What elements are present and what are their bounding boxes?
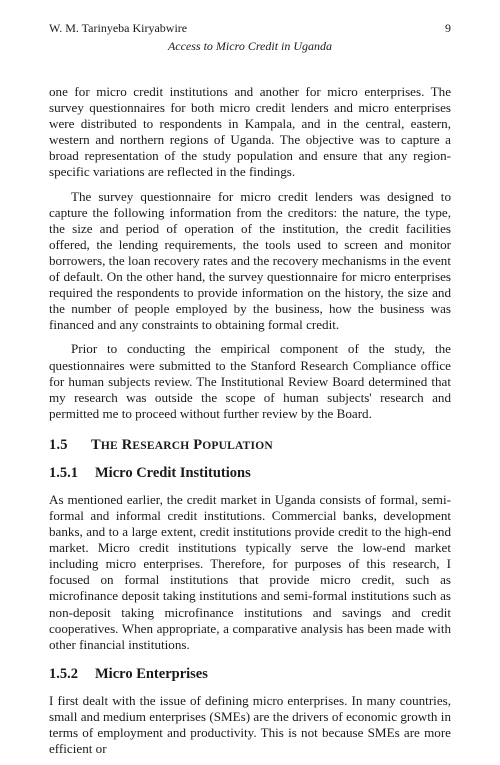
paragraph-1: one for micro credit institutions and another for micro enterprises. The survey questionnaires for both micro credit lenders and micro enterprises were distributed to respondents in Kampala, and in the central, eastern, western and northern regions of Uganda. The objective was to capture a broad representation of the study population and ensure that any region- specific variations are reflected in the findings.: [49, 84, 451, 180]
section-number: 1.5: [49, 436, 68, 453]
page-number: 9: [445, 21, 451, 35]
subsection-title-1: Micro Credit Institutions: [95, 464, 251, 481]
subsection-heading-1: [49, 464, 451, 482]
subsection-number-1: 1.5.1: [49, 464, 78, 481]
paragraph-5: I first dealt with the issue of defining micro enterprises. In many countries, small and medium enterprises (SMEs) are the drivers of economic growth in terms of employment and productivity. This is not because SMEs are more efficient or: [49, 692, 451, 757]
subsection-title-2: Micro Enterprises: [95, 665, 208, 682]
subsection-number-2: 1.5.2: [49, 665, 78, 682]
section-heading: 1.5 THE RESEARCH POPULATION: [49, 436, 273, 453]
paragraph-2: The survey questionnaire for micro credit lenders was designed to capture the following information from the creditors: the nature, the type, the size and period of operation of the institution, the credit facilities offered, the lending requirements, the tools used to screen and monitor borrowers, the loan recovery rates and the recovery mechanisms in the event of default. On the other hand, the survey questionnaire for micro enterprises required the respondents to provide information on the history, the size and the number of people employed by the business, how the business was financed and any constraints to obtaining formal credit.: [49, 188, 451, 333]
paragraph-4: As mentioned earlier, the credit market in Uganda consists of formal, semi-formal and informal credit institutions. Commercial banks, development banks, and to a large extent, credit institutions provide credit to the high-end market. Micro credit institutions typically serve the low-end market including micro enterprises. Therefore, for purposes of this research, I focused on formal institutions that provide micro credit, such as microfinance deposit taking institutions and semi-formal institutions such as non-deposit taking microfinance institutions and savings and credit cooperatives. When appropriate, a comparative analysis has been made with other financial institutions.: [49, 491, 451, 652]
page-body: [49, 84, 451, 765]
paragraph-3: Prior to conducting the empirical component of the study, the questionnaires were submitted to the Stanford Research Compliance office for human subjects review. The Institutional Review Board determined that my research was outside the scope of human subjects' research and permitted me to proceed without further review by the Board.: [49, 341, 451, 421]
running-head-author: W. M. Tarinyeba Kiryabwire: [49, 21, 188, 35]
running-head-title: Access to Micro Credit in Uganda: [167, 39, 333, 53]
subsection-heading-2: [49, 665, 451, 683]
